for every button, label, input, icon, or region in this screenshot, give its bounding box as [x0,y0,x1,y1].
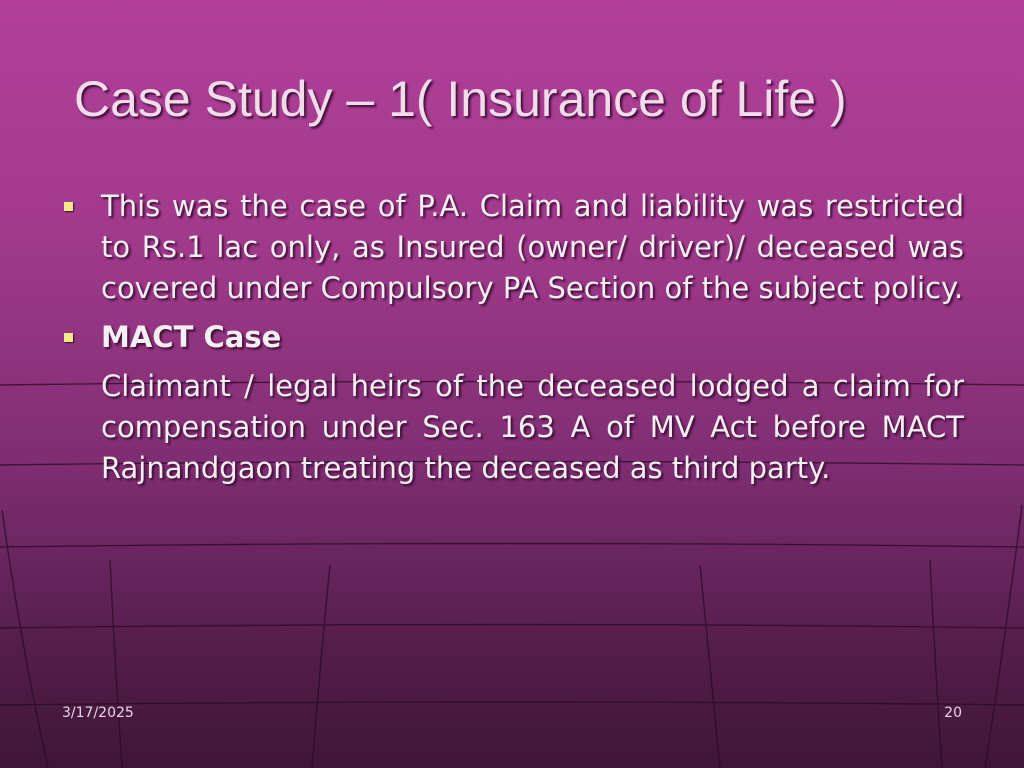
square-bullet-icon [64,202,73,211]
bullet-item-mact-case [60,317,964,489]
slide-title: Case Study – 1( Insurance of Life ) [74,71,847,127]
page-number: 20 [944,705,962,721]
square-bullet-icon [64,333,73,342]
footer-date: 3/17/2025 [62,705,134,721]
bullet-text: This was the case of P.A. Claim and liability was restricted to Rs.1 lac only, as Insured (owner/ driver)/ deceased was covered under Compulsory PA Section of the subject policy. [101,189,964,305]
bullet-item-pa-claim [60,186,964,309]
bullet-heading: MACT Case [101,320,282,354]
slide-content [60,186,964,489]
bullet-text: Claimant / legal heirs of the deceased lodged a claim for compensation under Sec. 163 A of MV Act before MACT Rajnandgaon treating the deceased as third party. [101,369,964,485]
